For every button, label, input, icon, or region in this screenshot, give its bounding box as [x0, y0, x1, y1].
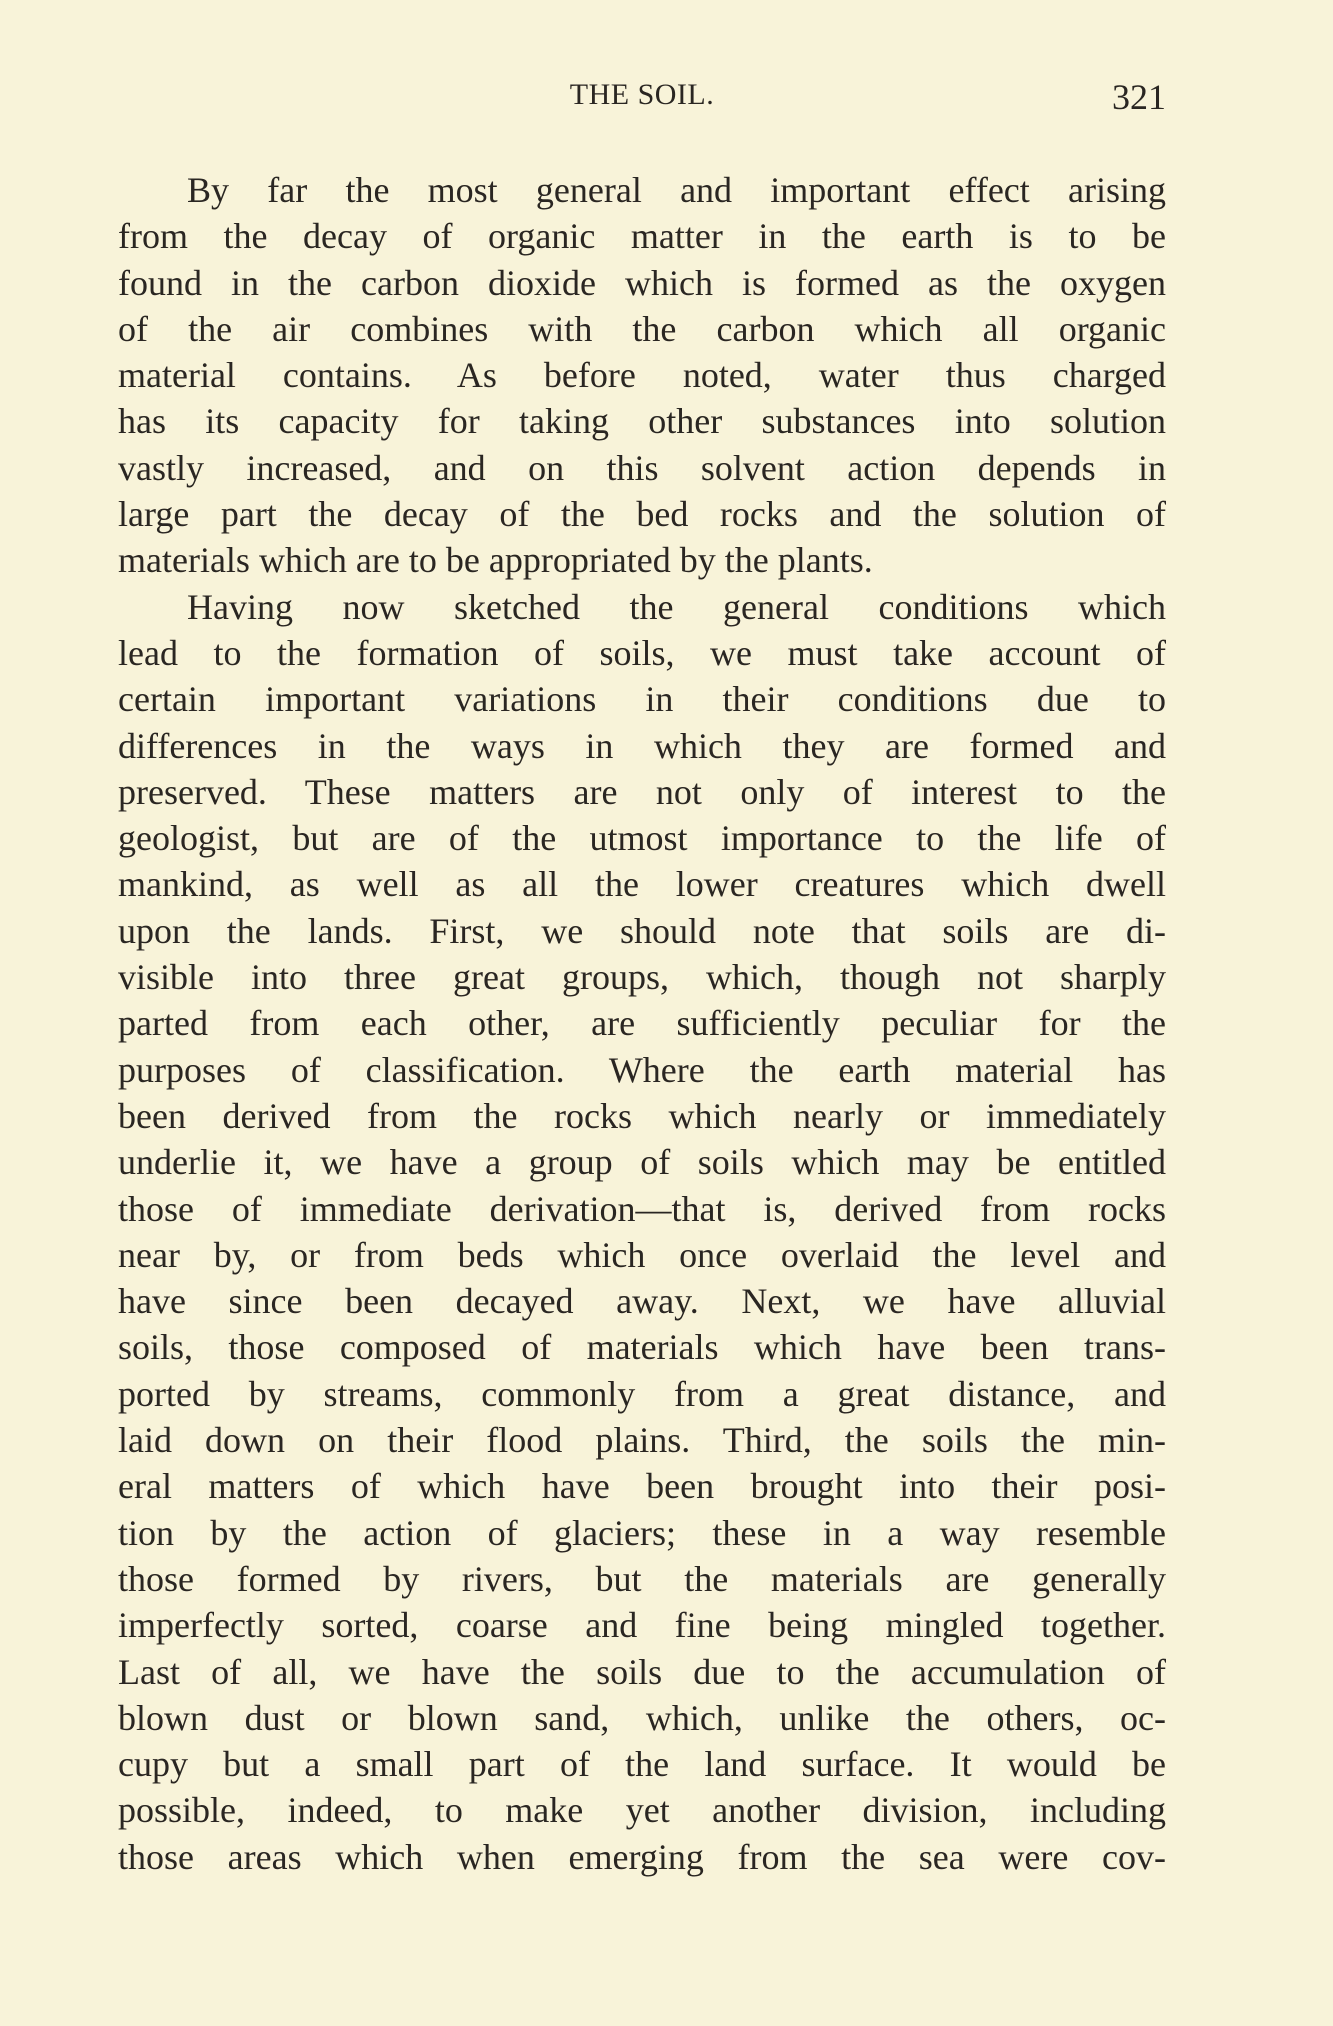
text-line: preserved. These matters are not only of interest to the: [118, 771, 1166, 812]
text-line: visible into three great groups, which, though not sharply: [118, 957, 1166, 998]
text-line: materials which are to be appropriated by the plants.: [118, 540, 873, 581]
body-text: [118, 167, 1166, 1880]
text-line: from the decay of organic matter in the earth is to be: [118, 216, 1166, 257]
text-line: laid down on their flood plains. Third, the soils the min-: [118, 1420, 1166, 1461]
text-line: purposes of classification. Where the earth material has: [118, 1049, 1166, 1090]
text-line: of the air combines with the carbon which all organic: [118, 308, 1166, 349]
text-line: have since been decayed away. Next, we have alluvial: [118, 1281, 1166, 1322]
text-line: mankind, as well as all the lower creatures which dwell: [118, 864, 1166, 905]
text-line: found in the carbon dioxide which is formed as the oxygen: [118, 262, 1166, 303]
text-line: lead to the formation of soils, we must take account of: [118, 632, 1166, 673]
text-line: upon the lands. First, we should note that soils are di-: [118, 910, 1166, 951]
text-line: cupy but a small part of the land surface. It would be: [118, 1744, 1166, 1785]
text-line: geologist, but are of the utmost importance to the life of: [118, 818, 1166, 859]
page-number: 321: [1112, 77, 1166, 117]
text-line: those areas which when emerging from the sea were cov-: [118, 1836, 1166, 1877]
text-line: near by, or from beds which once overlaid the level and: [118, 1234, 1166, 1275]
running-title: THE SOIL.: [569, 78, 715, 111]
text-line: vastly increased, and on this solvent action depends in: [118, 447, 1166, 488]
text-line: large part the decay of the bed rocks and the solution of: [118, 494, 1166, 535]
text-line: eral matters of which have been brought into their posi-: [118, 1466, 1166, 1507]
text-line: those of immediate derivation—that is, derived from rocks: [118, 1188, 1166, 1229]
text-line: blown dust or blown sand, which, unlike the others, oc-: [118, 1697, 1166, 1738]
text-line: certain important variations in their conditions due to: [118, 679, 1166, 720]
text-line: parted from each other, are sufficiently peculiar for the: [118, 1003, 1166, 1044]
text-line: tion by the action of glaciers; these in a way resemble: [118, 1512, 1166, 1553]
text-line: possible, indeed, to make yet another division, including: [118, 1790, 1166, 1831]
page-header: [118, 78, 1166, 126]
text-line: soils, those composed of materials which have been trans-: [118, 1327, 1166, 1368]
text-line: those formed by rivers, but the materials are generally: [118, 1558, 1166, 1599]
text-line: has its capacity for taking other substances into solution: [118, 401, 1166, 442]
text-line: underlie it, we have a group of soils which may be entitled: [118, 1142, 1166, 1183]
text-line: differences in the ways in which they are formed and: [118, 725, 1166, 766]
text-line: been derived from the rocks which nearly or immediately: [118, 1095, 1166, 1136]
text-line: By far the most general and important effect arising: [187, 170, 1166, 210]
paragraph: [118, 167, 1166, 584]
text-line: imperfectly sorted, coarse and fine being mingled together.: [118, 1605, 1166, 1646]
text-line: ported by streams, commonly from a great distance, and: [118, 1373, 1166, 1414]
text-line: Having now sketched the general conditions which: [187, 586, 1166, 627]
text-line: material contains. As before noted, water thus charged: [118, 355, 1166, 396]
paragraph: [118, 584, 1166, 1880]
text-line: Last of all, we have the soils due to the accumulation of: [118, 1651, 1166, 1692]
